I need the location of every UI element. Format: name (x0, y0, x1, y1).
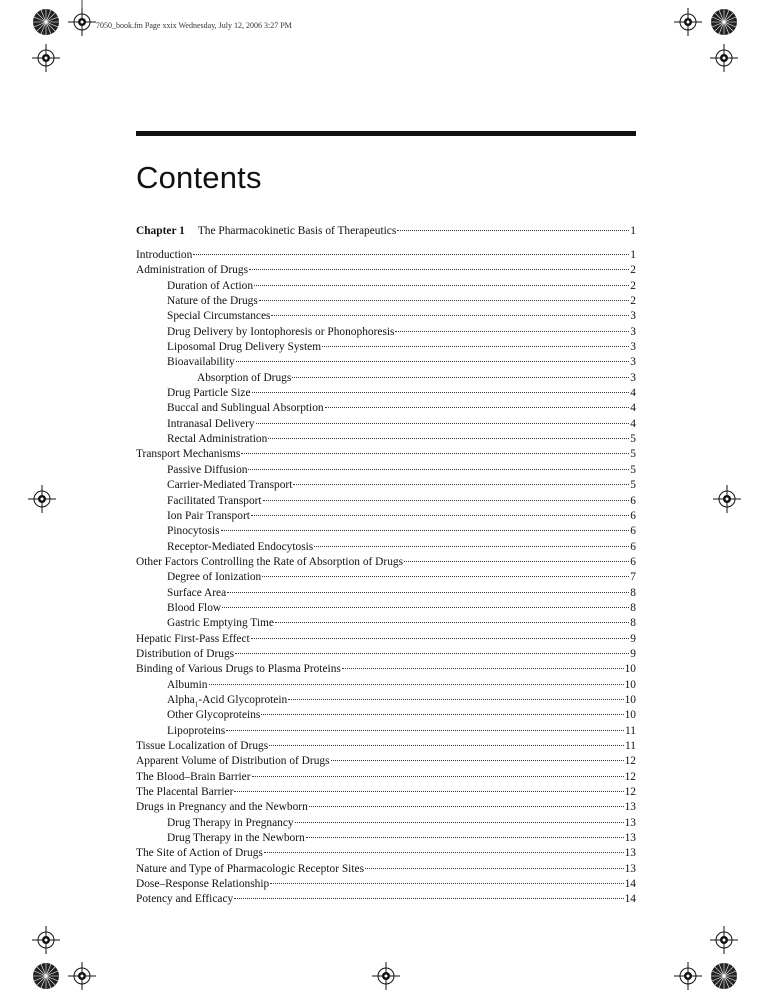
toc-entry[interactable] (136, 401, 636, 416)
toc-entry[interactable] (136, 601, 636, 616)
toc-entry[interactable] (136, 371, 636, 386)
toc-page-number: 11 (625, 740, 636, 752)
toc-page-number: 6 (630, 555, 636, 568)
toc-entry-title: The Site of Action of Drugs (136, 847, 263, 860)
dot-leader (325, 407, 630, 408)
toc-entry[interactable] (136, 432, 636, 447)
toc-entry-title: Other Factors Controlling the Rate of Absorption of Drugs (136, 555, 404, 568)
toc-page-number: 3 (630, 371, 636, 384)
toc-entry[interactable] (136, 693, 636, 708)
toc-entry[interactable] (136, 724, 636, 739)
toc-page-number: 7 (630, 571, 636, 584)
toc-page-number: 9 (630, 647, 636, 660)
dot-leader (193, 254, 629, 255)
dot-leader (275, 622, 629, 623)
toc-entry-title: Pinocytosis (167, 525, 220, 538)
toc-page-number: 14 (624, 878, 636, 891)
toc-entry[interactable] (136, 494, 636, 509)
toc-entry-title: Special Circumstances (167, 310, 271, 323)
toc-entry[interactable] (136, 248, 636, 263)
toc-entry[interactable] (136, 555, 636, 570)
toc-entry[interactable] (136, 294, 636, 309)
toc-entry-title: Drug Therapy in Pregnancy (167, 816, 294, 829)
toc-entry[interactable] (136, 770, 636, 785)
toc-entry-title: Distribution of Drugs (136, 647, 235, 660)
toc-entry[interactable] (136, 816, 636, 831)
toc-entry-title: Binding of Various Drugs to Plasma Proteins (136, 663, 341, 676)
toc-entry[interactable] (136, 800, 636, 815)
toc-entry-title: Absorption of Drugs (197, 371, 292, 384)
dot-leader (259, 300, 630, 301)
dot-leader (263, 500, 630, 501)
dot-leader (235, 653, 629, 654)
toc-entry-title: Surface Area (167, 586, 227, 599)
toc-entry[interactable] (136, 831, 636, 846)
dot-leader (397, 230, 629, 231)
toc-entry-title: Facilitated Transport (167, 494, 262, 507)
dot-leader (248, 469, 629, 470)
toc-page-number: 8 (630, 617, 636, 630)
subscript: 1 (194, 700, 199, 709)
chapter-label: Chapter 1 (136, 225, 185, 237)
toc-entry-title: Drug Delivery by Iontophoresis or Phonophoresis (167, 325, 395, 338)
toc-page-number: 13 (624, 847, 636, 860)
toc-entry-title: Blood Flow (167, 601, 222, 614)
toc-page-number: 10 (624, 709, 636, 722)
toc-entry-title: Gastric Emptying Time (167, 617, 274, 630)
toc-entry-title: Transport Mechanisms (136, 448, 241, 461)
toc-page-number: 3 (630, 341, 636, 354)
toc-entry[interactable] (136, 263, 636, 278)
toc-entry-title: Bioavailability (167, 356, 235, 369)
toc-entry-title: Potency and Efficacy (136, 893, 234, 906)
toc-entry[interactable] (136, 540, 636, 555)
toc-page-number: 3 (630, 310, 636, 323)
dot-leader (226, 730, 624, 731)
toc-entry-title: Introduction (136, 249, 193, 261)
toc-entry[interactable] (136, 739, 636, 754)
dot-leader (264, 852, 624, 853)
toc-entry-title: Administration of Drugs (136, 264, 248, 277)
toc-page-number: 14 (624, 893, 636, 906)
dot-leader (252, 392, 630, 393)
toc-page-number: 13 (624, 832, 636, 845)
toc-page-number: 12 (624, 770, 636, 783)
toc-page-number: 2 (630, 264, 636, 277)
dot-leader (221, 530, 630, 531)
dot-leader (252, 776, 624, 777)
toc-entry[interactable] (136, 478, 636, 493)
toc-entry[interactable] (136, 708, 636, 723)
dot-leader (292, 377, 629, 378)
toc-page-number: 13 (624, 816, 636, 829)
dot-leader (342, 668, 624, 669)
toc-page-number: 10 (624, 678, 636, 691)
chapter-page-number: 1 (630, 225, 636, 237)
toc-page-number: 4 (630, 387, 636, 400)
dot-leader (404, 561, 629, 562)
toc-entry-title: Apparent Volume of Distribution of Drugs (136, 755, 330, 768)
toc-entry-title: Hepatic First-Pass Effect (136, 632, 250, 645)
dot-leader (251, 638, 630, 639)
toc-page-number: 8 (630, 601, 636, 614)
toc-entry[interactable] (136, 877, 636, 892)
page-title: Contents (136, 160, 262, 195)
toc-page-number: 5 (630, 479, 636, 492)
dot-leader (288, 699, 623, 700)
dot-leader (314, 546, 629, 547)
starburst-mark (33, 9, 59, 35)
toc-entry-title: Duration of Action (167, 279, 254, 292)
toc-page-number: 2 (630, 279, 636, 292)
toc-page-number: 2 (630, 295, 636, 308)
toc-page-number: 6 (630, 525, 636, 538)
dot-leader (268, 438, 629, 439)
toc-page-number: 13 (624, 801, 636, 814)
toc-entry-title: The Blood–Brain Barrier (136, 770, 251, 783)
toc-entry-title: Lipoproteins (167, 724, 226, 737)
toc-page-number: 10 (624, 693, 636, 706)
toc-entry[interactable] (136, 754, 636, 769)
toc-entry[interactable] (136, 417, 636, 432)
toc-entry[interactable] (136, 355, 636, 370)
chapter-heading[interactable] (136, 225, 636, 237)
dot-leader (234, 898, 623, 899)
toc-entry[interactable] (136, 785, 636, 800)
toc-entry-title: Drug Particle Size (167, 387, 251, 400)
dot-leader (236, 361, 630, 362)
dot-leader (293, 484, 629, 485)
toc-entry-title: Receptor-Mediated Endocytosis (167, 540, 314, 553)
toc-entry[interactable] (136, 647, 636, 662)
toc-entry[interactable] (136, 463, 636, 478)
toc-page-number: 4 (630, 402, 636, 415)
dot-leader (249, 269, 629, 270)
toc-page-number: 3 (630, 356, 636, 369)
toc-page-number: 6 (630, 494, 636, 507)
chapter-title: The Pharmacokinetic Basis of Therapeutics (197, 225, 397, 237)
toc-entry[interactable] (136, 892, 636, 907)
toc-entry-title: Intranasal Delivery (167, 417, 255, 430)
toc-entry-title: Liposomal Drug Delivery System (167, 341, 322, 354)
toc-entry-title-suffix: -Acid Glycoprotein (198, 693, 288, 706)
toc-page-number: 12 (624, 755, 636, 768)
dot-leader (331, 760, 624, 761)
toc-entry-title: Other Glycoproteins (167, 709, 261, 722)
toc-page-number: 1 (630, 249, 636, 261)
toc-entry-title: Nature and Type of Pharmacologic Receptor Sites (136, 862, 365, 875)
toc-page-number: 8 (630, 586, 636, 599)
toc-entry-title: Passive Diffusion (167, 463, 248, 476)
dot-leader (209, 684, 624, 685)
dot-leader (309, 806, 624, 807)
toc-entry[interactable] (136, 678, 636, 693)
toc-entry[interactable] (136, 570, 636, 585)
toc-entry[interactable] (136, 846, 636, 861)
toc-entry-title: Ion Pair Transport (167, 509, 250, 522)
toc-page-number: 5 (630, 463, 636, 476)
toc-entry[interactable] (136, 325, 636, 340)
dot-leader (234, 791, 623, 792)
toc-entry-title: Albumin (167, 678, 208, 691)
toc-entry[interactable] (136, 524, 636, 539)
dot-leader (262, 576, 629, 577)
title-rule (136, 131, 636, 136)
toc-page-number: 4 (630, 417, 636, 430)
table-of-contents (136, 248, 636, 908)
dot-leader (256, 423, 630, 424)
toc-entry[interactable] (136, 386, 636, 401)
toc-entry-title: Dose–Response Relationship (136, 878, 270, 891)
dot-leader (306, 837, 624, 838)
toc-entry[interactable] (136, 616, 636, 631)
toc-page-number: 3 (630, 325, 636, 338)
dot-leader (269, 745, 624, 746)
toc-entry-title: Rectal Administration (167, 433, 268, 446)
toc-page-number: 5 (630, 433, 636, 446)
toc-entry-title: Nature of the Drugs (167, 295, 258, 308)
toc-entry-title: Alpha$_1$-Acid Glycoprotein (167, 693, 288, 709)
dot-leader (295, 822, 624, 823)
toc-entry[interactable] (136, 309, 636, 324)
toc-page-number: 6 (630, 509, 636, 522)
toc-entry-title: Drug Therapy in the Newborn (167, 832, 305, 845)
toc-page-number: 11 (625, 724, 636, 737)
toc-entry-title: Degree of Ionization (167, 571, 262, 584)
toc-entry[interactable] (136, 586, 636, 601)
toc-page-number: 6 (630, 540, 636, 553)
dot-leader (222, 607, 629, 608)
toc-page-number: 12 (624, 786, 636, 799)
toc-entry[interactable] (136, 509, 636, 524)
toc-entry[interactable] (136, 279, 636, 294)
toc-entry[interactable] (136, 632, 636, 647)
toc-page-number: 9 (630, 632, 636, 645)
dot-leader (271, 315, 629, 316)
dot-leader (254, 285, 629, 286)
toc-entry[interactable] (136, 662, 636, 677)
toc-entry[interactable] (136, 340, 636, 355)
toc-entry[interactable] (136, 447, 636, 462)
toc-entry-title: Buccal and Sublingual Absorption (167, 402, 324, 415)
dot-leader (270, 883, 623, 884)
toc-entry-title: Tissue Localization of Drugs (136, 740, 269, 752)
toc-entry-title: Carrier-Mediated Transport (167, 479, 293, 492)
dot-leader (227, 592, 629, 593)
toc-page-number: 13 (624, 862, 636, 875)
toc-entry[interactable] (136, 862, 636, 877)
toc-page-number: 5 (630, 448, 636, 461)
printer-slug: 7050_book.fm Page xxix Wednesday, July 12, 2006 3:27 PM (96, 21, 292, 30)
dot-leader (261, 714, 623, 715)
dot-leader (322, 346, 629, 347)
toc-entry-title: The Placental Barrier (136, 786, 234, 799)
toc-page-number: 10 (624, 663, 636, 676)
dot-leader (395, 331, 629, 332)
dot-leader (365, 868, 624, 869)
dot-leader (251, 515, 629, 516)
toc-entry-title: Drugs in Pregnancy and the Newborn (136, 801, 308, 814)
dot-leader (241, 453, 629, 454)
